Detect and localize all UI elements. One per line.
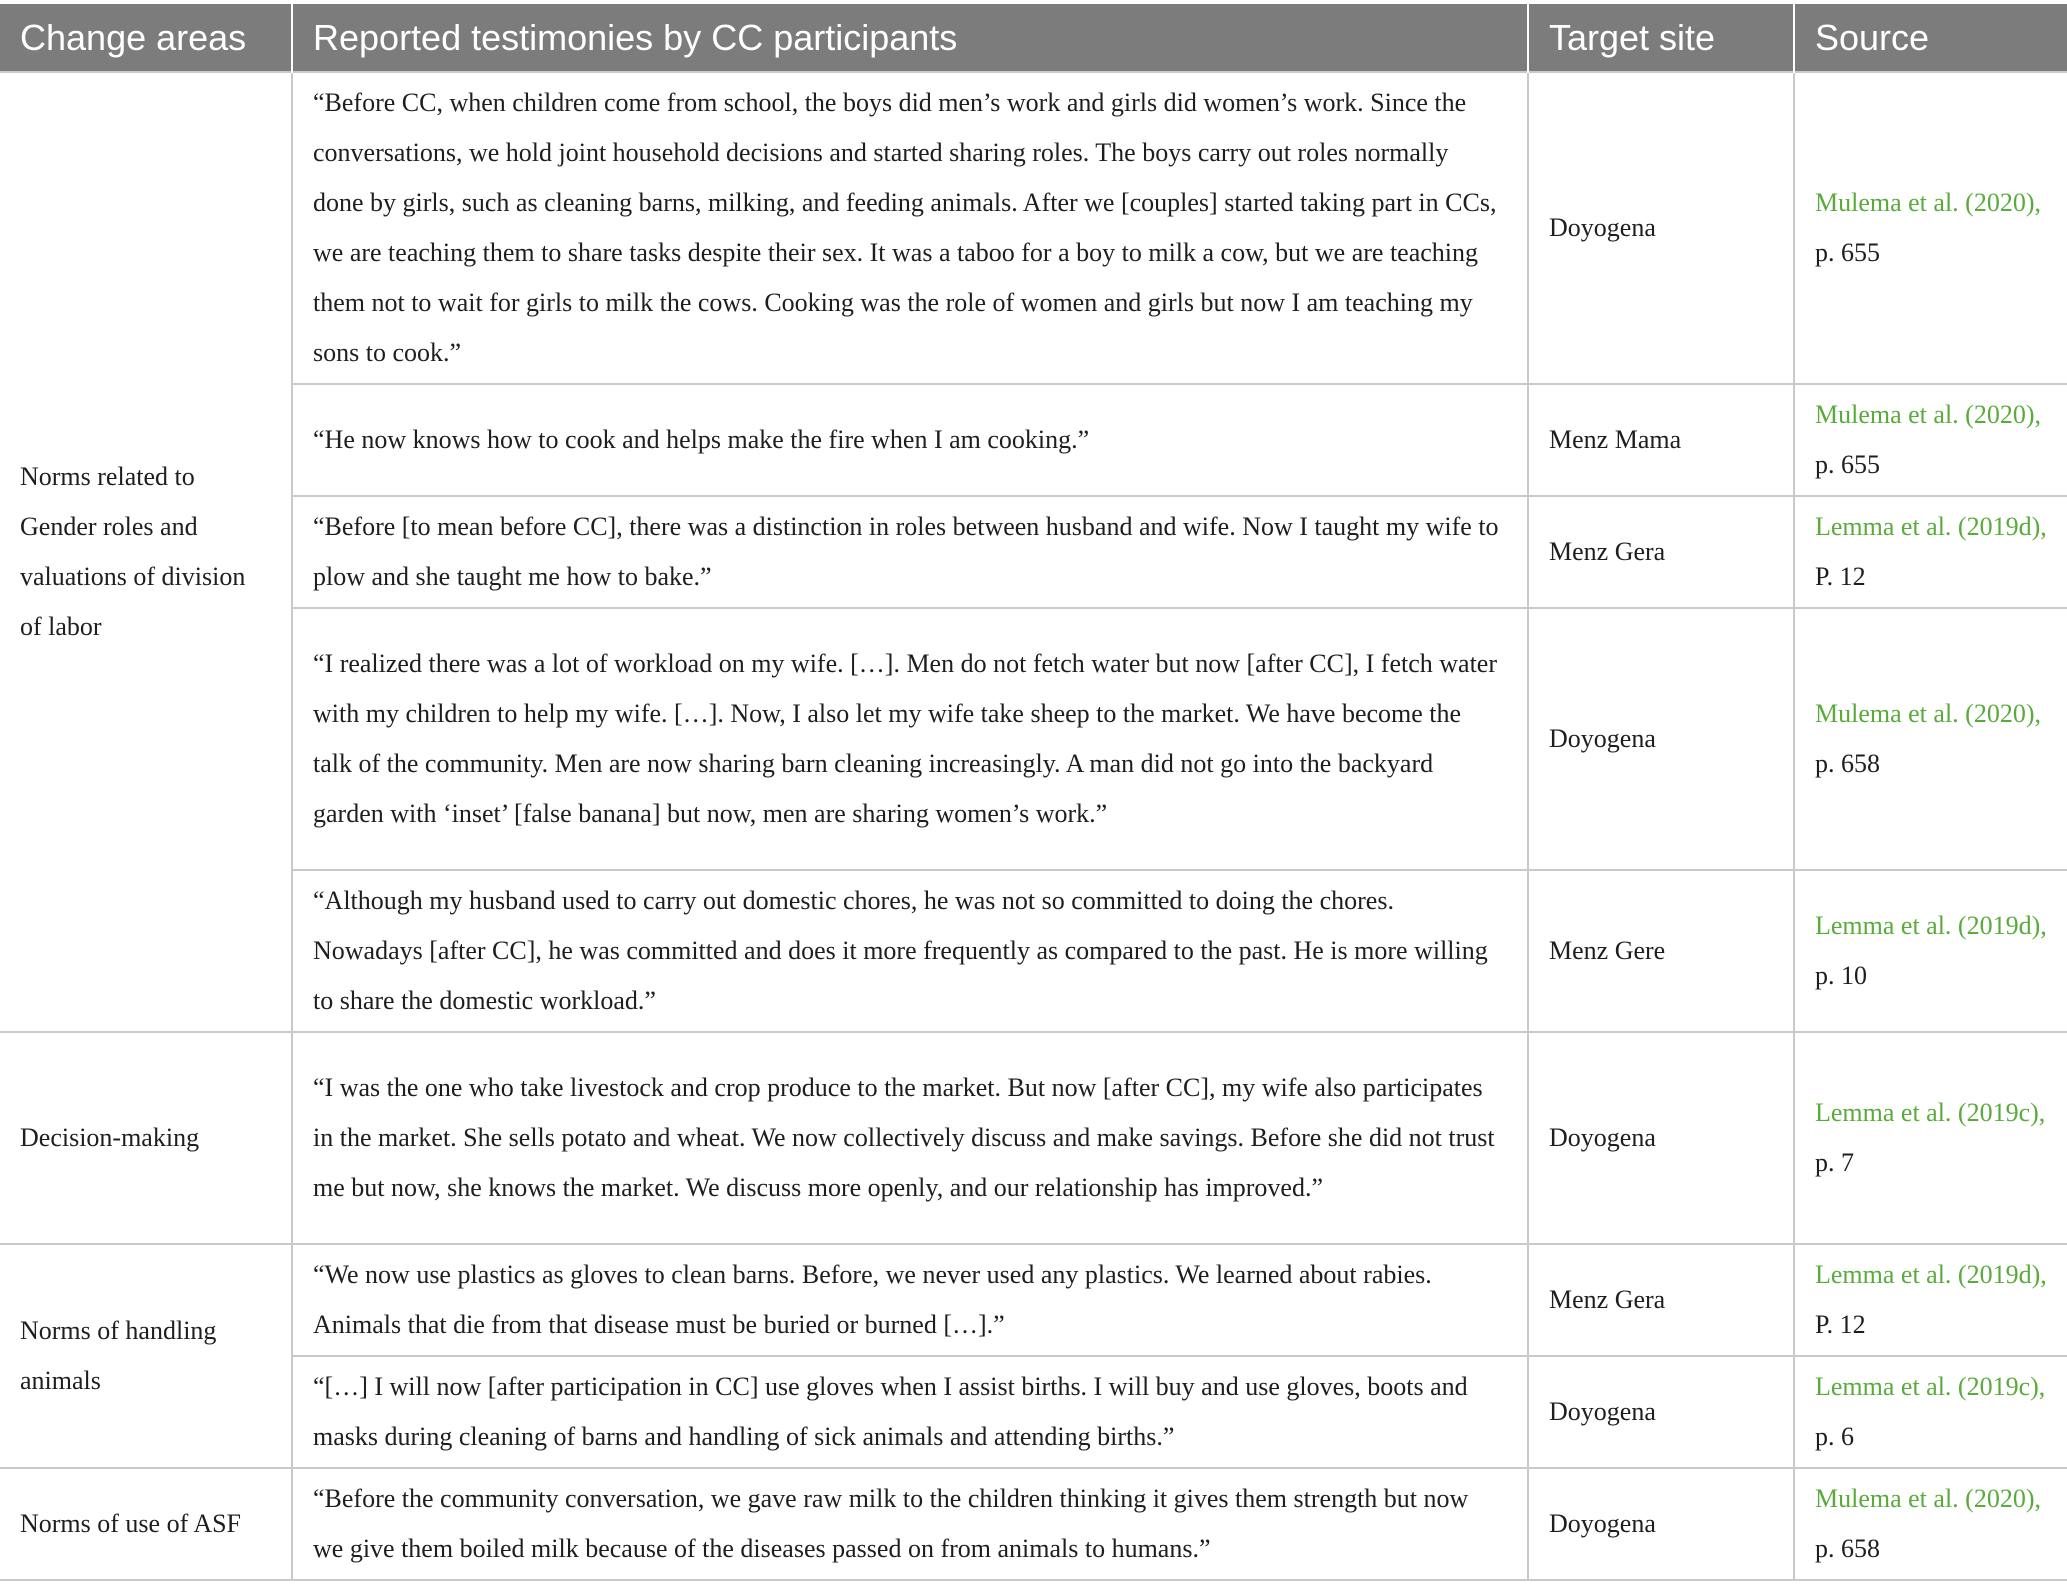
source-cell xyxy=(1794,1032,2067,1244)
header-source: Source xyxy=(1794,4,2067,72)
header-target-site: Target site xyxy=(1528,4,1794,72)
table-row xyxy=(0,1244,2067,1356)
target-site-cell: Menz Gere xyxy=(1528,870,1794,1032)
header-row xyxy=(0,4,2067,72)
source-cell xyxy=(1794,384,2067,496)
testimony-cell: “Before [to mean before CC], there was a distinction in roles between husband and wife. Now I taught my wife to plow and she taught me how to bake.” xyxy=(292,496,1528,608)
source-link[interactable]: Lemma et al. (2019c), xyxy=(1815,1098,2046,1127)
testimony-cell: “I realized there was a lot of workload on my wife. […]. Men do not fetch water but now [after CC], I fetch water with my children to help my wife. […]. Now, I also let my wife take sheep to the market. We have become the talk of the community. Men are now sharing barn cleaning increasingly. A man did not go into the backyard garden with ‘inset’ [false banana] but now, men are sharing women’s work.” xyxy=(292,608,1528,870)
source-link[interactable]: Lemma et al. (2019c), xyxy=(1815,1372,2046,1401)
table-row xyxy=(0,1356,2067,1468)
source-page: p. 10 xyxy=(1815,961,1867,990)
target-site-cell: Doyogena xyxy=(1528,608,1794,870)
header-change-areas: Change areas xyxy=(0,4,292,72)
source-link[interactable]: Mulema et al. (2020), xyxy=(1815,699,2041,728)
source-cell xyxy=(1794,870,2067,1032)
source-link[interactable]: Lemma et al. (2019d), xyxy=(1815,1260,2047,1289)
source-link[interactable]: Mulema et al. (2020), xyxy=(1815,400,2041,429)
target-site-cell: Menz Mama xyxy=(1528,384,1794,496)
change-area-cell: Norms related to Gender roles and valuations of division of labor xyxy=(0,72,292,1032)
source-link[interactable]: Lemma et al. (2019d), xyxy=(1815,512,2047,541)
testimonies-table xyxy=(0,4,2067,1581)
testimony-cell: “[…] I will now [after participation in CC] use gloves when I assist births. I will buy and use gloves, boots and masks during cleaning of barns and handling of sick animals and attending births.” xyxy=(292,1356,1528,1468)
source-cell xyxy=(1794,72,2067,384)
table-row xyxy=(0,1468,2067,1580)
table-row xyxy=(0,496,2067,608)
testimony-cell: “Although my husband used to carry out domestic chores, he was not so committed to doing the chores. Nowadays [after CC], he was committed and does it more frequently as compared to the past. He is more willing to share the domestic workload.” xyxy=(292,870,1528,1032)
change-area-cell: Norms of handling animals xyxy=(0,1244,292,1468)
source-page: p. 655 xyxy=(1815,450,1880,479)
source-link[interactable]: Mulema et al. (2020), xyxy=(1815,1484,2041,1513)
change-area-cell: Decision-making xyxy=(0,1032,292,1244)
source-cell xyxy=(1794,1468,2067,1580)
source-page: p. 658 xyxy=(1815,749,1880,778)
source-page: p. 655 xyxy=(1815,238,1880,267)
source-link[interactable]: Lemma et al. (2019d), xyxy=(1815,911,2047,940)
source-page: p. 658 xyxy=(1815,1534,1880,1563)
testimony-cell: “He now knows how to cook and helps make the fire when I am cooking.” xyxy=(292,384,1528,496)
source-page: p. 7 xyxy=(1815,1148,1854,1177)
target-site-cell: Menz Gera xyxy=(1528,496,1794,608)
source-page: p. 6 xyxy=(1815,1422,1854,1451)
target-site-cell: Doyogena xyxy=(1528,72,1794,384)
table-row xyxy=(0,384,2067,496)
source-page: P. 12 xyxy=(1815,1310,1866,1339)
testimony-cell: “Before CC, when children come from school, the boys did men’s work and girls did women’s work. Since the conversations, we hold joint household decisions and started sharing roles. The boys carry out roles normally done by girls, such as cleaning barns, milking, and feeding animals. After we [couples] started taking part in CCs, we are teaching them to share tasks despite their sex. It was a taboo for a boy to milk a cow, but we are teaching them not to wait for girls to milk the cows. Cooking was the role of women and girls but now I am teaching my sons to cook.” xyxy=(292,72,1528,384)
source-cell xyxy=(1794,496,2067,608)
testimony-cell: “We now use plastics as gloves to clean barns. Before, we never used any plastics. We learned about rabies. Animals that die from that disease must be buried or burned […].” xyxy=(292,1244,1528,1356)
target-site-cell: Doyogena xyxy=(1528,1356,1794,1468)
target-site-cell: Doyogena xyxy=(1528,1468,1794,1580)
source-cell xyxy=(1794,608,2067,870)
source-cell xyxy=(1794,1244,2067,1356)
source-page: P. 12 xyxy=(1815,562,1866,591)
testimony-cell: “Before the community conversation, we gave raw milk to the children thinking it gives them strength but now we give them boiled milk because of the diseases passed on from animals to humans.” xyxy=(292,1468,1528,1580)
table-row xyxy=(0,870,2067,1032)
target-site-cell: Doyogena xyxy=(1528,1032,1794,1244)
table-row xyxy=(0,72,2067,384)
source-cell xyxy=(1794,1356,2067,1468)
table-row xyxy=(0,1032,2067,1244)
header-testimonies: Reported testimonies by CC participants xyxy=(292,4,1528,72)
testimony-cell: “I was the one who take livestock and crop produce to the market. But now [after CC], my wife also participates in the market. She sells potato and wheat. We now collectively discuss and make savings. Before she did not trust me but now, she knows the market. We discuss more openly, and our relationship has improved.” xyxy=(292,1032,1528,1244)
source-link[interactable]: Mulema et al. (2020), xyxy=(1815,188,2041,217)
change-area-cell: Norms of use of ASF xyxy=(0,1468,292,1580)
table-row xyxy=(0,608,2067,870)
target-site-cell: Menz Gera xyxy=(1528,1244,1794,1356)
